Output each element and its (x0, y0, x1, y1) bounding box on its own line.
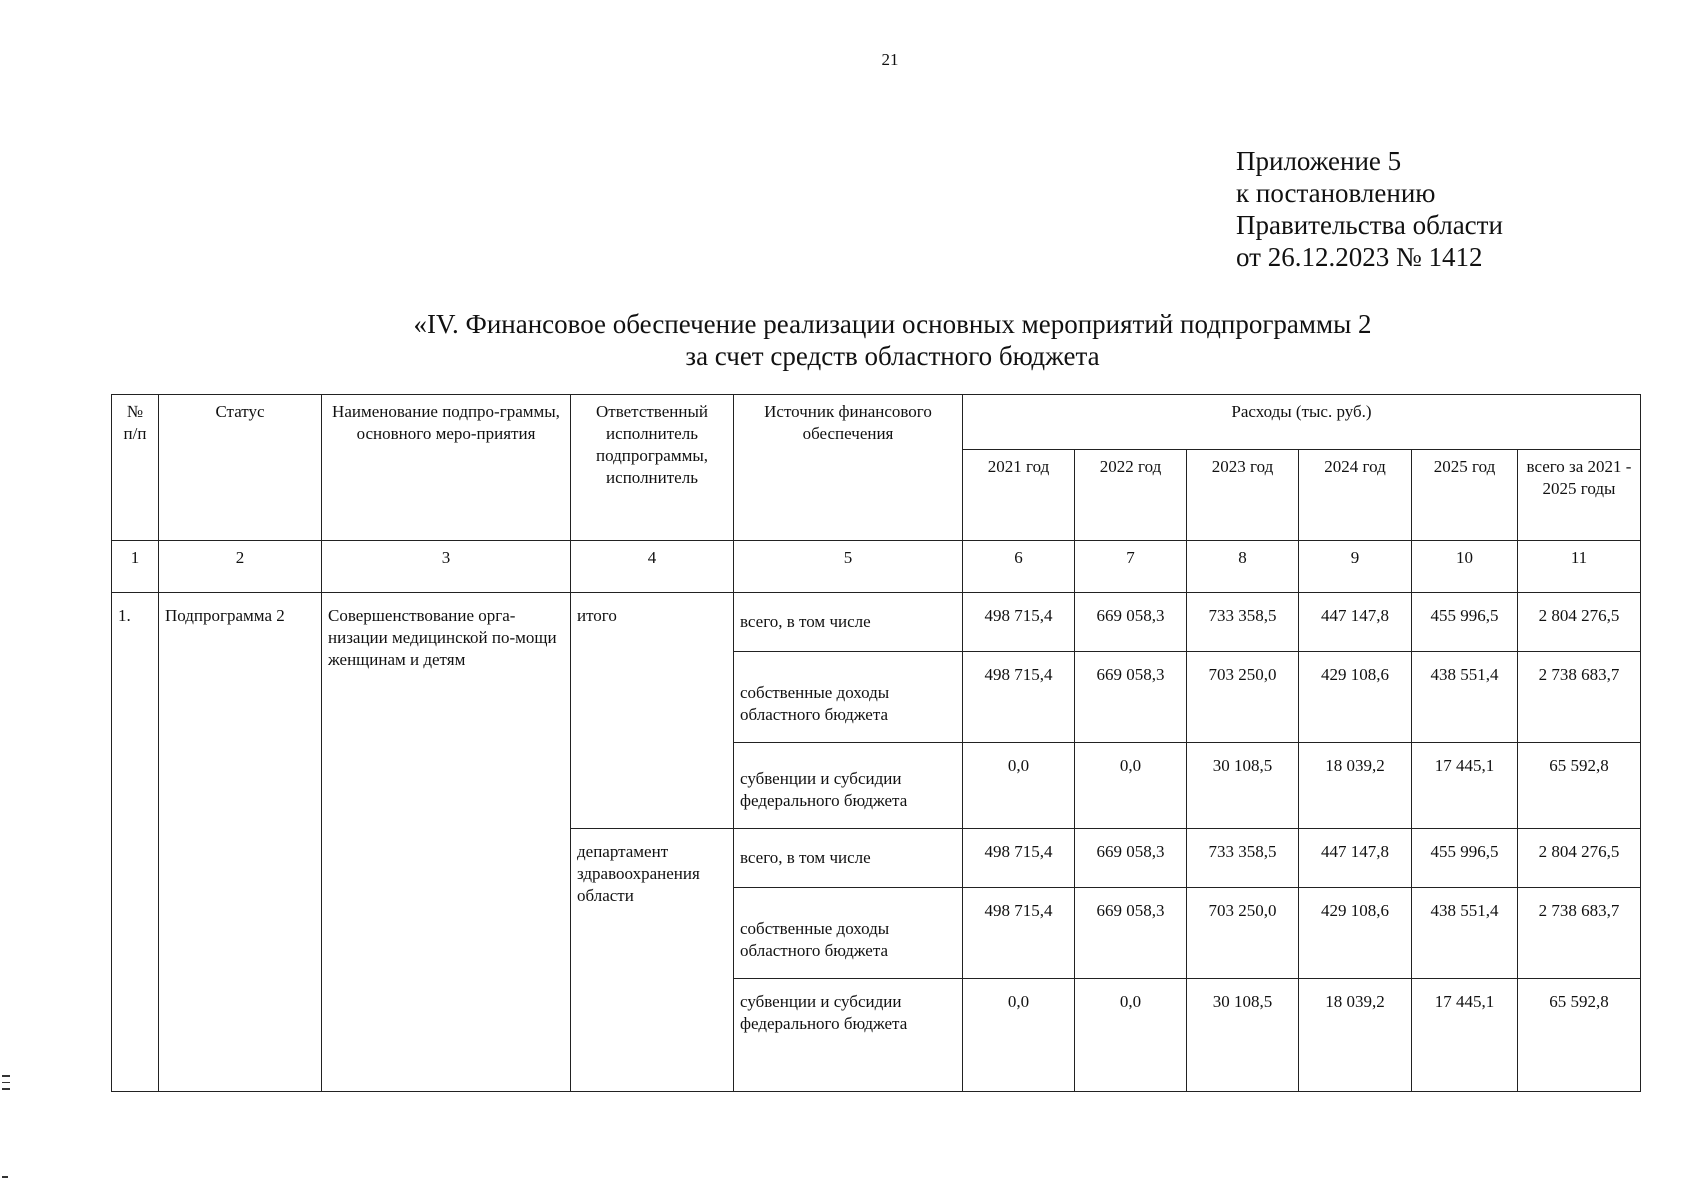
column-number: 6 (963, 541, 1075, 593)
value-cell: 669 058,3 (1075, 593, 1187, 652)
scan-mark (2, 1075, 10, 1077)
value-cell: 498 715,4 (963, 888, 1075, 979)
value-cell: 733 358,5 (1187, 593, 1299, 652)
row-status: Подпрограмма 2 (159, 593, 322, 1092)
appendix-line: Приложение 5 (1236, 146, 1402, 176)
header-year: 2024 год (1299, 450, 1412, 541)
value-cell: 703 250,0 (1187, 652, 1299, 743)
value-cell: 0,0 (1075, 979, 1187, 1092)
value-cell: 30 108,5 (1187, 743, 1299, 829)
header-year: 2021 год (963, 450, 1075, 541)
value-cell: 498 715,4 (963, 829, 1075, 888)
appendix-line: Правительства области (1236, 210, 1503, 240)
column-number: 2 (159, 541, 322, 593)
value-cell: 447 147,8 (1299, 593, 1412, 652)
scan-mark (2, 1082, 10, 1084)
header-year: 2025 год (1412, 450, 1518, 541)
value-cell: 498 715,4 (963, 593, 1075, 652)
header-source: Источник финансового обеспечения (734, 395, 963, 541)
column-number: 1 (112, 541, 159, 593)
appendix-block (1236, 145, 1503, 273)
page-number: 21 (881, 50, 899, 69)
value-cell: 65 592,8 (1518, 743, 1641, 829)
column-number-row (112, 541, 1641, 593)
value-cell: 429 108,6 (1299, 888, 1412, 979)
header-status: Статус (159, 395, 322, 541)
column-number: 7 (1075, 541, 1187, 593)
value-cell: 438 551,4 (1412, 652, 1518, 743)
section-title-line: за счет средств областного бюджета (685, 341, 1100, 371)
header-row (112, 395, 1641, 450)
value-cell: 669 058,3 (1075, 652, 1187, 743)
header-expenses: Расходы (тыс. руб.) (963, 395, 1641, 450)
value-cell: 703 250,0 (1187, 888, 1299, 979)
value-cell: 733 358,5 (1187, 829, 1299, 888)
row-name: Совершенствование орга-низации медицинской по-мощи женщинам и детям (322, 593, 571, 1092)
column-number: 9 (1299, 541, 1412, 593)
section-title-line: «IV. Финансовое обеспечение реализации основных мероприятий подпрограммы 2 (413, 309, 1372, 339)
value-cell: 447 147,8 (1299, 829, 1412, 888)
row-source: всего, в том числе (734, 593, 963, 652)
value-cell: 18 039,2 (1299, 743, 1412, 829)
scan-margin-marks (2, 1075, 10, 1095)
column-number: 3 (322, 541, 571, 593)
column-number: 8 (1187, 541, 1299, 593)
row-source: субвенции и субсидии федерального бюджета (734, 979, 963, 1092)
value-cell: 17 445,1 (1412, 743, 1518, 829)
value-cell: 2 738 683,7 (1518, 652, 1641, 743)
value-cell: 65 592,8 (1518, 979, 1641, 1092)
header-executor: Ответственный исполнитель подпрограммы, исполнитель (571, 395, 734, 541)
row-source: собственные доходы областного бюджета (734, 652, 963, 743)
header-total: всего за 2021 - 2025 годы (1518, 450, 1641, 541)
financing-table (111, 394, 1641, 1092)
value-cell: 429 108,6 (1299, 652, 1412, 743)
header-year: 2023 год (1187, 450, 1299, 541)
value-cell: 2 804 276,5 (1518, 829, 1641, 888)
value-cell: 669 058,3 (1075, 829, 1187, 888)
value-cell: 0,0 (963, 743, 1075, 829)
column-number: 5 (734, 541, 963, 593)
column-number: 10 (1412, 541, 1518, 593)
value-cell: 498 715,4 (963, 652, 1075, 743)
header-num: № п/п (112, 395, 159, 541)
row-source: субвенции и субсидии федерального бюджета (734, 743, 963, 829)
value-cell: 0,0 (1075, 743, 1187, 829)
table-row (112, 593, 1641, 652)
value-cell: 18 039,2 (1299, 979, 1412, 1092)
header-year: 2022 год (1075, 450, 1187, 541)
row-source: собственные доходы областного бюджета (734, 888, 963, 979)
row-executor: департамент здравоохранения области (571, 829, 734, 1092)
column-number: 4 (571, 541, 734, 593)
appendix-line: от 26.12.2023 № 1412 (1236, 242, 1483, 272)
value-cell: 669 058,3 (1075, 888, 1187, 979)
value-cell: 2 738 683,7 (1518, 888, 1641, 979)
value-cell: 17 445,1 (1412, 979, 1518, 1092)
value-cell: 455 996,5 (1412, 593, 1518, 652)
row-num: 1. (112, 593, 159, 1092)
value-cell: 0,0 (963, 979, 1075, 1092)
value-cell: 2 804 276,5 (1518, 593, 1641, 652)
value-cell: 30 108,5 (1187, 979, 1299, 1092)
value-cell: 438 551,4 (1412, 888, 1518, 979)
header-name: Наименование подпро-граммы, основного меро-приятия (322, 395, 571, 541)
section-title (140, 308, 1645, 372)
row-executor: итого (571, 593, 734, 829)
value-cell: 455 996,5 (1412, 829, 1518, 888)
row-source: всего, в том числе (734, 829, 963, 888)
scan-mark (2, 1088, 10, 1090)
column-number: 11 (1518, 541, 1641, 593)
appendix-line: к постановлению (1236, 178, 1436, 208)
scan-mark (2, 1176, 8, 1178)
